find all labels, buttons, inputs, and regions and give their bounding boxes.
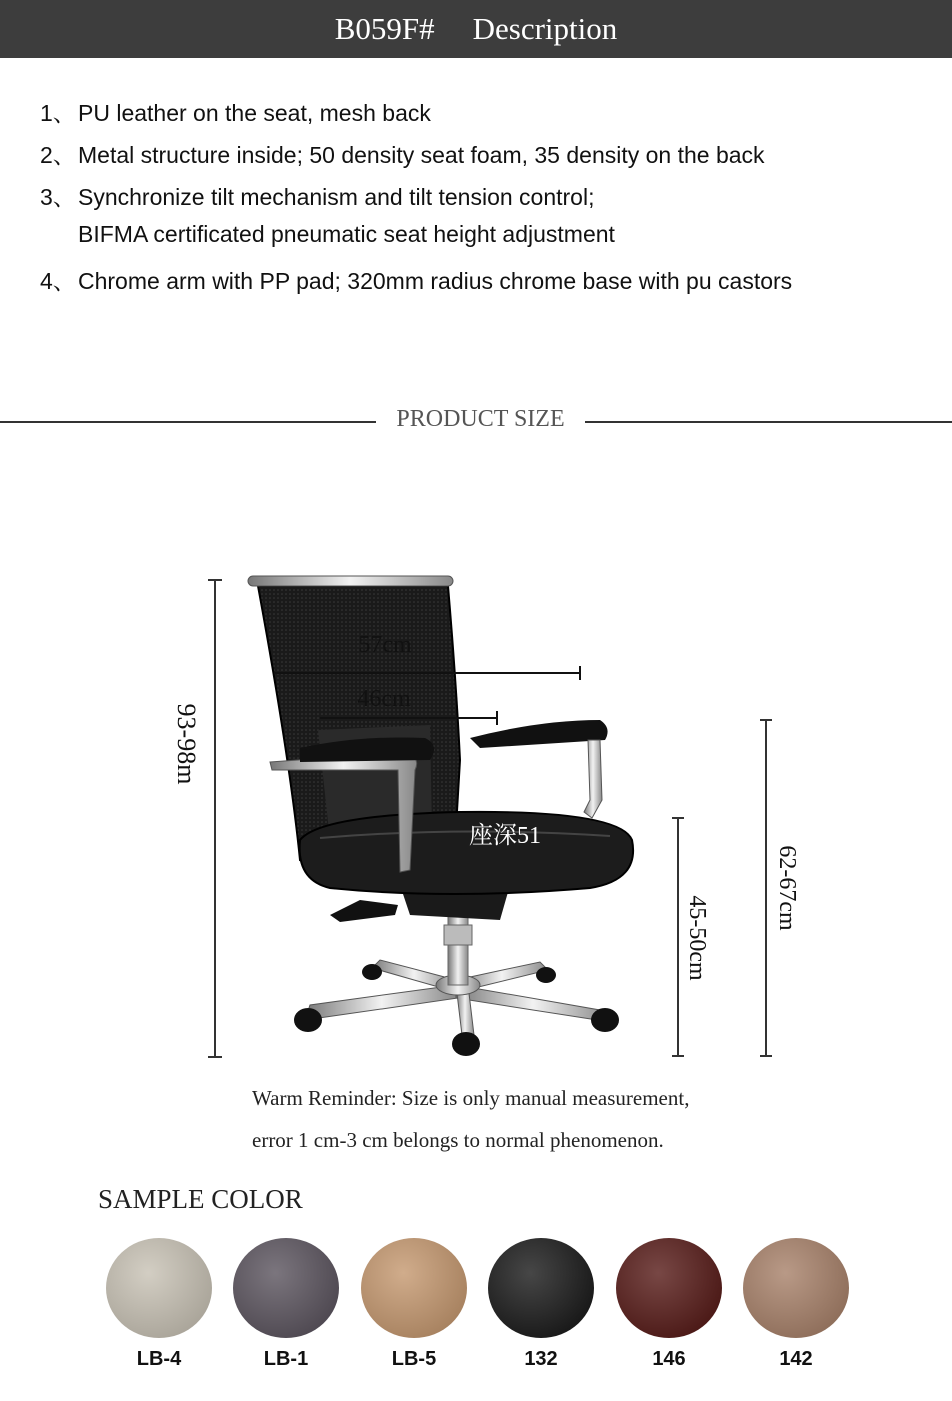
description-item xyxy=(40,95,431,128)
item-number: 4、 xyxy=(40,268,76,294)
color-swatch[interactable] xyxy=(361,1238,467,1338)
total-height-label: 93-98m xyxy=(172,703,201,785)
color-swatch[interactable] xyxy=(488,1238,594,1338)
description-item xyxy=(40,179,594,212)
header-bar xyxy=(0,0,952,58)
color-swatch[interactable] xyxy=(743,1238,849,1338)
item-text: BIFMA certificated pneumatic seat height adjustment xyxy=(78,221,615,247)
swatch-label: 132 xyxy=(524,1348,558,1370)
swatch-label: 146 xyxy=(652,1348,686,1370)
chair-diagram xyxy=(0,560,952,1070)
item-number: 2、 xyxy=(40,142,76,168)
width-label: 57cm xyxy=(358,632,412,658)
description-item xyxy=(40,221,615,248)
item-text: PU leather on the seat, mesh back xyxy=(78,100,431,126)
color-swatch[interactable] xyxy=(106,1238,212,1338)
swatch-label: LB-4 xyxy=(136,1348,182,1370)
item-number: 1、 xyxy=(40,100,76,126)
description-item xyxy=(40,137,765,170)
lever xyxy=(330,900,398,922)
item-text: Synchronize tilt mechanism and tilt tension control; xyxy=(78,184,595,210)
item-text: Metal structure inside; 50 density seat foam, 35 density on the back xyxy=(78,142,765,168)
seat-height-dimension xyxy=(672,818,684,1056)
seat-height-label: 45-50cm xyxy=(684,895,710,981)
seat-depth-label: 座深51 xyxy=(469,823,541,849)
item-text: Chrome arm with PP pad; 320mm radius chrome base with pu castors xyxy=(78,268,793,294)
item-number: 3、 xyxy=(40,184,76,210)
swatch-label: LB-5 xyxy=(391,1348,437,1370)
header-title: Description xyxy=(472,11,618,46)
separator-right xyxy=(585,421,952,423)
arm-height-label: 62-67cm xyxy=(774,845,800,931)
product-size-title: PRODUCT SIZE xyxy=(396,406,565,432)
description-item xyxy=(40,263,792,296)
seat xyxy=(300,812,634,894)
reminder-line-2: error 1 cm-3 cm belongs to normal phenomenon. xyxy=(252,1128,664,1152)
product-code: B059F# xyxy=(334,11,435,46)
height-dimension xyxy=(208,580,222,1057)
color-swatch[interactable] xyxy=(616,1238,722,1338)
arm-height-dimension xyxy=(760,720,772,1056)
separator-left xyxy=(0,421,376,423)
color-swatch[interactable] xyxy=(233,1238,339,1338)
reminder-line-1: Warm Reminder: Size is only manual measurement, xyxy=(252,1086,690,1110)
swatch-label: LB-1 xyxy=(263,1348,309,1370)
swatch-label: 142 xyxy=(779,1348,813,1370)
seat-width-label: 46cm xyxy=(357,686,411,712)
sample-color-title: SAMPLE COLOR xyxy=(98,1184,303,1214)
